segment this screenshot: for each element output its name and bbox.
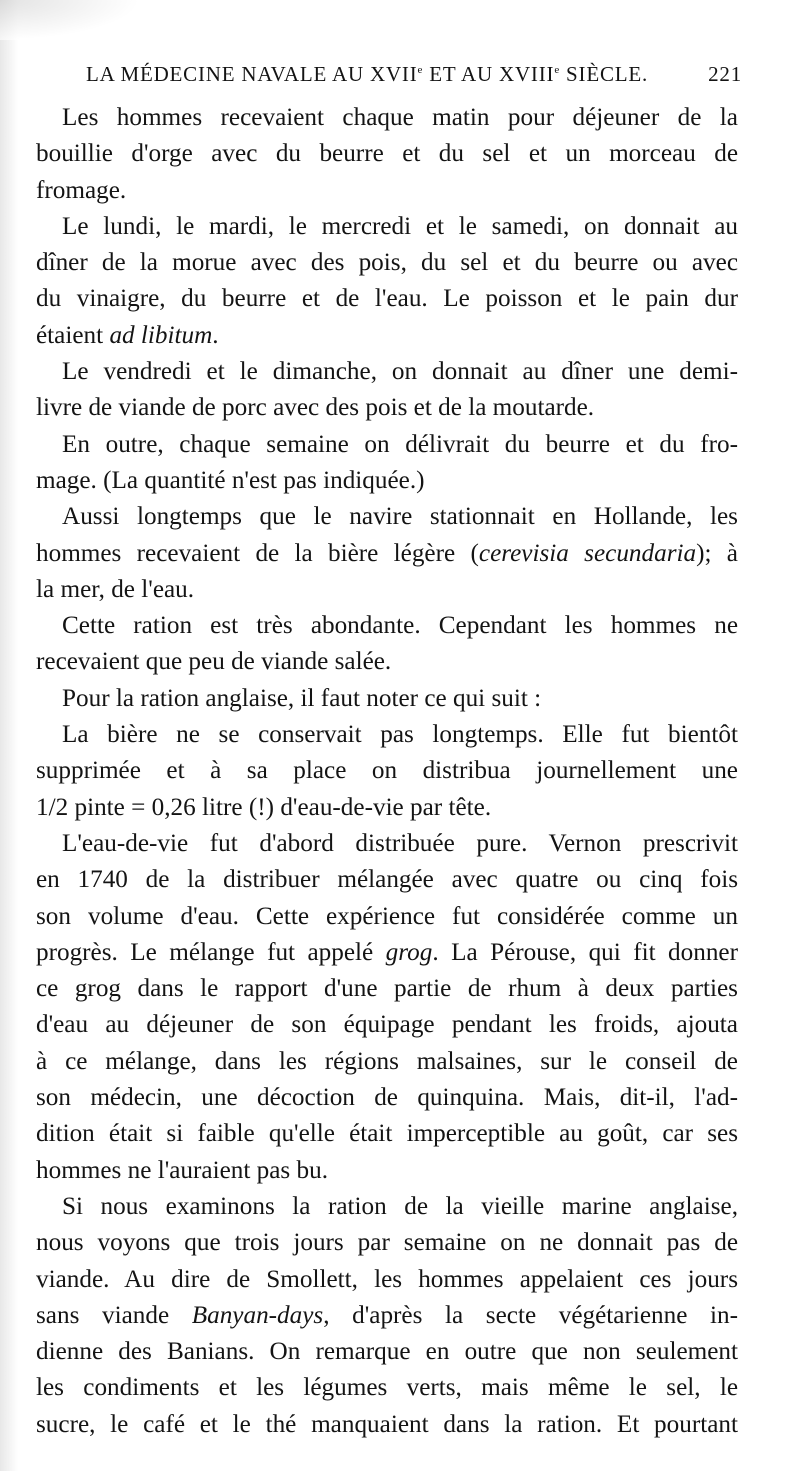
text-line: la mer, de l'eau. xyxy=(36,575,195,603)
text-line: Cette ration est très abondante. Cependant les hommes ne xyxy=(62,612,738,640)
text-line: sans viande Banyan-days, d'après la secte végétarienne in- xyxy=(36,1301,738,1329)
text-line: son médecin, une décoction de quinquina. Mais, dit-il, l'ad- xyxy=(36,1084,738,1112)
text-line: L'eau-de-vie fut d'abord distribuée pure. Vernon prescrivit xyxy=(62,829,738,857)
text-line: mage. (La quantité n'est pas indiquée.) xyxy=(36,466,425,494)
text-line: d'eau au déjeuner de son équipage pendant les froids, ajouta xyxy=(36,1011,738,1039)
text-line: en 1740 de la distribuer mélangée avec quatre ou cinq fois xyxy=(36,866,738,894)
italic-term: ad libitum xyxy=(109,321,213,349)
body-text xyxy=(36,100,738,1443)
running-title-sup2: e xyxy=(554,64,560,76)
text-line: du vinaigre, du beurre et de l'eau. Le poisson et le pain dur xyxy=(36,285,738,313)
text-line: recevaient que peu de viande salée. xyxy=(36,648,392,676)
text-line: hommes recevaient de la bière légère (cerevisia secundaria); à xyxy=(36,539,738,567)
text-line: viande. Au dire de Smollett, les hommes appelaient ces jours xyxy=(36,1265,738,1293)
text-line: à ce mélange, dans les régions malsaines, sur le conseil de xyxy=(36,1047,738,1075)
running-title xyxy=(86,62,648,87)
page-corner-shadow xyxy=(0,0,140,40)
text-line: dîner de la morue avec des pois, du sel et du beurre ou avec xyxy=(36,249,738,277)
text-line: Aussi longtemps que le navire stationnait en Hollande, les xyxy=(62,503,738,531)
text-line: bouillie d'orge avec du beurre et du sel et un morceau de xyxy=(36,140,738,168)
text-line: supprimée et à sa place on distribua journellement une xyxy=(36,757,738,785)
text-line: son volume d'eau. Cette expérience fut considérée comme un xyxy=(36,902,738,930)
running-header xyxy=(86,62,742,96)
text-line: Si nous examinons la ration de la vieille marine anglaise, xyxy=(62,1192,738,1220)
text-line: Pour la ration anglaise, il faut noter ce qui suit : xyxy=(62,684,542,712)
italic-term: grog xyxy=(385,938,433,966)
page-number: 221 xyxy=(708,62,742,86)
running-title-part1: LA MÉDECINE NAVALE AU XVII xyxy=(86,62,418,86)
text-line: Les hommes recevaient chaque matin pour déjeuner de la xyxy=(62,104,738,131)
italic-term: Banyan-days xyxy=(191,1301,324,1329)
running-title-part2: ET AU XVIII xyxy=(423,62,555,86)
text-line: livre de viande de porc avec des pois et de la moutarde. xyxy=(36,394,595,422)
text-line: fromage. xyxy=(36,176,127,204)
running-title-part3: SIÈCLE. xyxy=(560,62,649,86)
page-edge-shadow xyxy=(0,0,18,1471)
text-line: étaient ad libitum. xyxy=(36,321,219,349)
italic-term: cerevisia secundaria xyxy=(478,539,697,567)
text-line: Le vendredi et le dimanche, on donnait au dîner une demi- xyxy=(62,358,738,386)
text-line: 1/2 pinte = 0,26 litre (!) d'eau-de-vie par tête. xyxy=(36,793,492,821)
text-line: les condiments et les légumes verts, mais même le sel, le xyxy=(36,1374,738,1402)
text-line: Le lundi, le mardi, le mercredi et le samedi, on donnait au xyxy=(62,212,738,240)
text-line: La bière ne se conservait pas longtemps. Elle fut bientôt xyxy=(62,721,738,749)
text-line: hommes ne l'auraient pas bu. xyxy=(36,1156,329,1184)
text-line: ce grog dans le rapport d'une partie de rhum à deux parties xyxy=(36,975,738,1003)
text-line: progrès. Le mélange fut appelé grog. La Pérouse, qui fit donner xyxy=(36,938,738,966)
text-line: En outre, chaque semaine on délivrait du beurre et du fro- xyxy=(62,430,738,458)
running-title-sup1: e xyxy=(417,64,424,76)
text-line: sucre, le café et le thé manquaient dans la ration. Et pourtant xyxy=(36,1410,738,1438)
text-line: nous voyons que trois jours par semaine on ne donnait pas de xyxy=(36,1229,738,1257)
text-line: dienne des Banians. On remarque en outre que non seulement xyxy=(36,1338,738,1366)
text-line: dition était si faible qu'elle était imperceptible au goût, car ses xyxy=(36,1120,738,1148)
